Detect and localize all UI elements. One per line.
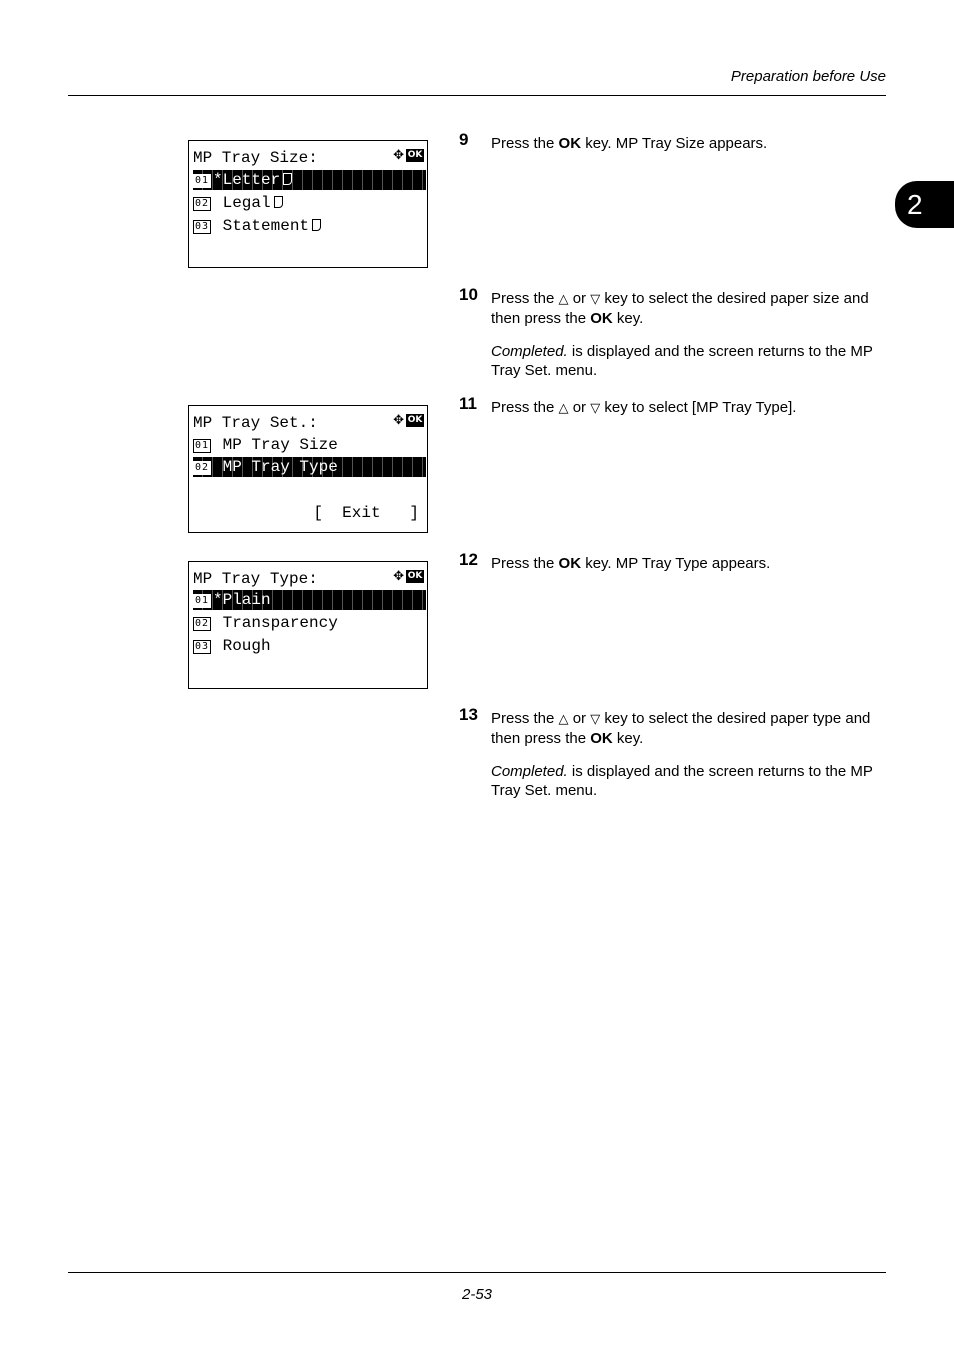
down-key-icon: ▽ (590, 292, 601, 307)
lcd-title-icons (393, 570, 424, 583)
paper-portrait-icon (283, 173, 292, 185)
lcd-screen-mp-tray-size (188, 140, 428, 268)
item-number-icon: 02 (194, 462, 210, 473)
down-key-icon: ▽ (590, 712, 601, 727)
page-header-title: Preparation before Use (730, 68, 886, 85)
up-key-icon: △ (558, 712, 569, 727)
ok-key-icon: OK (407, 571, 423, 581)
lcd-menu-item-transparency[interactable]: 02 Transparency (194, 614, 338, 632)
paper-portrait-icon (274, 196, 283, 208)
lcd-menu-item-letter[interactable]: 01 *Letter (193, 170, 426, 190)
step-text: Press the △ or ▽ key to select the desired paper size and then press the OK key. (491, 290, 869, 327)
paper-portrait-icon (312, 219, 321, 231)
step-text: Press the OK key. MP Tray Type appears. (491, 555, 771, 572)
item-number-icon: 02 (194, 198, 210, 209)
item-number-icon: 02 (194, 618, 210, 629)
step-text: Press the △ or ▽ key to select [MP Tray Type]. (491, 399, 797, 416)
lcd-menu-item-rough[interactable]: 03 Rough (194, 637, 271, 655)
lcd-menu-item-statement[interactable]: 03 Statement (193, 216, 427, 236)
lcd-title-icons (393, 414, 424, 427)
step-number: 13 (459, 705, 478, 724)
ok-key-icon: OK (407, 415, 423, 425)
lcd-screen-mp-tray-set (188, 405, 428, 533)
down-key-icon: ▽ (590, 401, 601, 416)
lcd-title: MP Tray Set.: (193, 414, 318, 432)
lcd-softkey-exit[interactable]: [ Exit ] (313, 504, 419, 522)
header-rule (68, 95, 886, 96)
lcd-screen-mp-tray-type (188, 561, 428, 689)
four-way-arrow-icon: ✥ (393, 148, 404, 163)
up-key-icon: △ (558, 401, 569, 416)
up-key-icon: △ (558, 292, 569, 307)
step-13-note: Completed. is displayed and the screen returns to the MP Tray Set. menu. (491, 763, 873, 799)
lcd-menu-item-mp-tray-size[interactable]: 01 MP Tray Size (194, 436, 338, 454)
footer-rule (68, 1272, 886, 1273)
ok-key-icon: OK (407, 150, 423, 160)
item-number-icon: 01 (194, 595, 210, 606)
item-number-icon: 01 (194, 440, 210, 451)
lcd-title: MP Tray Size: (193, 149, 318, 167)
lcd-title: MP Tray Type: (193, 570, 318, 588)
item-number-icon: 03 (194, 641, 210, 652)
lcd-title-icons (393, 149, 424, 162)
four-way-arrow-icon: ✥ (393, 569, 404, 584)
lcd-menu-item-plain[interactable]: 01 *Plain (193, 590, 426, 610)
item-number-icon: 01 (194, 175, 210, 186)
step-text: Press the OK key. MP Tray Size appears. (491, 135, 768, 152)
step-number: 10 (459, 285, 478, 304)
lcd-menu-item-mp-tray-type[interactable]: 02 MP Tray Type (193, 457, 426, 477)
step-10-note: Completed. is displayed and the screen returns to the MP Tray Set. menu. (491, 343, 873, 379)
four-way-arrow-icon: ✥ (393, 413, 404, 428)
step-text: Press the △ or ▽ key to select the desired paper type and then press the OK key. (491, 710, 871, 747)
page-number: 2-53 (461, 1286, 493, 1303)
item-number-icon: 03 (194, 221, 210, 232)
step-number: 9 (459, 130, 469, 149)
chapter-tab: 2 (895, 181, 954, 228)
lcd-menu-item-legal[interactable]: 02 Legal (193, 193, 427, 213)
step-number: 12 (459, 550, 478, 569)
step-number: 11 (459, 394, 477, 413)
